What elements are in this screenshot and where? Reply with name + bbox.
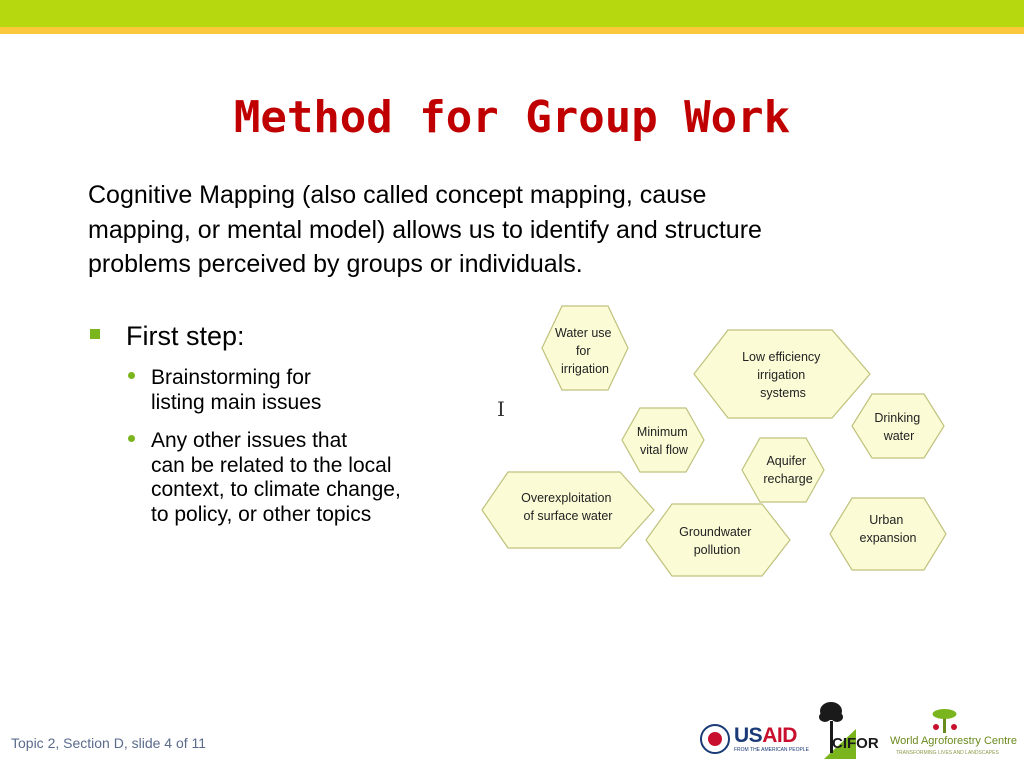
sub-bullet-line: context, to climate change, bbox=[151, 478, 401, 501]
node-label-line: Minimum bbox=[636, 425, 688, 439]
node-label-line: irrigation bbox=[757, 368, 806, 382]
concept-node-drinking-water bbox=[852, 394, 944, 458]
cifor-logo: CIFOR bbox=[832, 735, 879, 752]
usaid-logo bbox=[734, 724, 797, 748]
concept-node-groundwater-pollution bbox=[646, 504, 790, 576]
node-label-line: for bbox=[575, 344, 591, 358]
usaid-logo-prefix: US bbox=[734, 724, 763, 747]
intro-paragraph bbox=[88, 178, 888, 282]
node-label-line: vital flow bbox=[640, 443, 688, 457]
slide-footer: Topic 2, Section D, slide 4 of 11 bbox=[11, 735, 207, 751]
sub-bullet-line: can be related to the local bbox=[151, 453, 392, 477]
sub-bullet-text bbox=[151, 429, 401, 527]
round-bullet-icon bbox=[128, 435, 135, 442]
node-label-line: Drinking bbox=[874, 411, 921, 425]
intro-line: problems perceived by groups or individuals. bbox=[88, 250, 583, 278]
sub-bullet-line: listing main issues bbox=[151, 390, 322, 414]
sub-bullet-line: Brainstorming for bbox=[151, 366, 311, 389]
world-agroforestry-logo: World Agroforestry Centre bbox=[890, 735, 1017, 747]
node-label-line: Overexploitation bbox=[521, 491, 612, 505]
intro-line: mapping, or mental model) allows us to identify and structure bbox=[88, 215, 762, 244]
sub-bullet-text bbox=[151, 366, 321, 415]
concept-node-minimum-vital-flow bbox=[622, 408, 704, 472]
sub-bullet-line: to policy, or other topics bbox=[151, 502, 372, 526]
node-label-line: expansion bbox=[859, 531, 917, 545]
node-label-line: water bbox=[883, 429, 915, 443]
node-label-line: Water use bbox=[555, 326, 612, 340]
slide-title: Method for Group Work bbox=[233, 92, 791, 143]
world-agroforestry-tree-icon bbox=[928, 707, 962, 735]
round-bullet-icon bbox=[128, 372, 135, 379]
concept-node-water-use bbox=[542, 306, 628, 390]
cognitive-map-diagram bbox=[478, 300, 954, 582]
bullet-label: First step: bbox=[126, 321, 245, 351]
node-label-line: of surface water bbox=[523, 509, 613, 523]
node-label-line: recharge bbox=[763, 472, 813, 486]
node-label-line: Aquifer bbox=[766, 454, 807, 468]
node-label-line: systems bbox=[760, 386, 806, 400]
world-agroforestry-tagline: TRANSFORMING LIVES AND LANDSCAPES bbox=[896, 750, 999, 756]
node-label-line: irrigation bbox=[561, 362, 609, 376]
node-label-line: pollution bbox=[693, 543, 741, 557]
hexagon-shape bbox=[646, 504, 790, 576]
concept-node-urban-expansion bbox=[830, 498, 946, 570]
usaid-logo-suffix: AID bbox=[762, 724, 797, 747]
hexagon-shape bbox=[852, 394, 944, 458]
square-bullet-icon bbox=[90, 329, 100, 339]
top-banner-yellow bbox=[0, 27, 1024, 34]
node-label-line: Low efficiency bbox=[742, 350, 821, 364]
node-label-line: Groundwater bbox=[679, 525, 752, 539]
concept-node-aquifer-recharge bbox=[742, 438, 824, 502]
node-label-line: Urban bbox=[869, 513, 904, 527]
concept-node-low-efficiency bbox=[694, 330, 870, 418]
cognitive-map-svg bbox=[478, 300, 954, 582]
top-banner-green bbox=[0, 0, 1024, 27]
hexagon-shape bbox=[622, 408, 704, 472]
concept-node-overexploitation bbox=[482, 472, 654, 548]
intro-line: Cognitive Mapping (also called concept mapping, cause bbox=[88, 181, 707, 209]
hexagon-shape bbox=[742, 438, 824, 502]
usaid-tagline: FROM THE AMERICAN PEOPLE bbox=[734, 747, 809, 753]
partner-logos bbox=[698, 697, 1018, 763]
text-cursor-icon: I bbox=[497, 397, 505, 421]
sub-bullet-line: Any other issues that bbox=[151, 429, 348, 452]
usaid-seal-icon bbox=[700, 724, 730, 754]
